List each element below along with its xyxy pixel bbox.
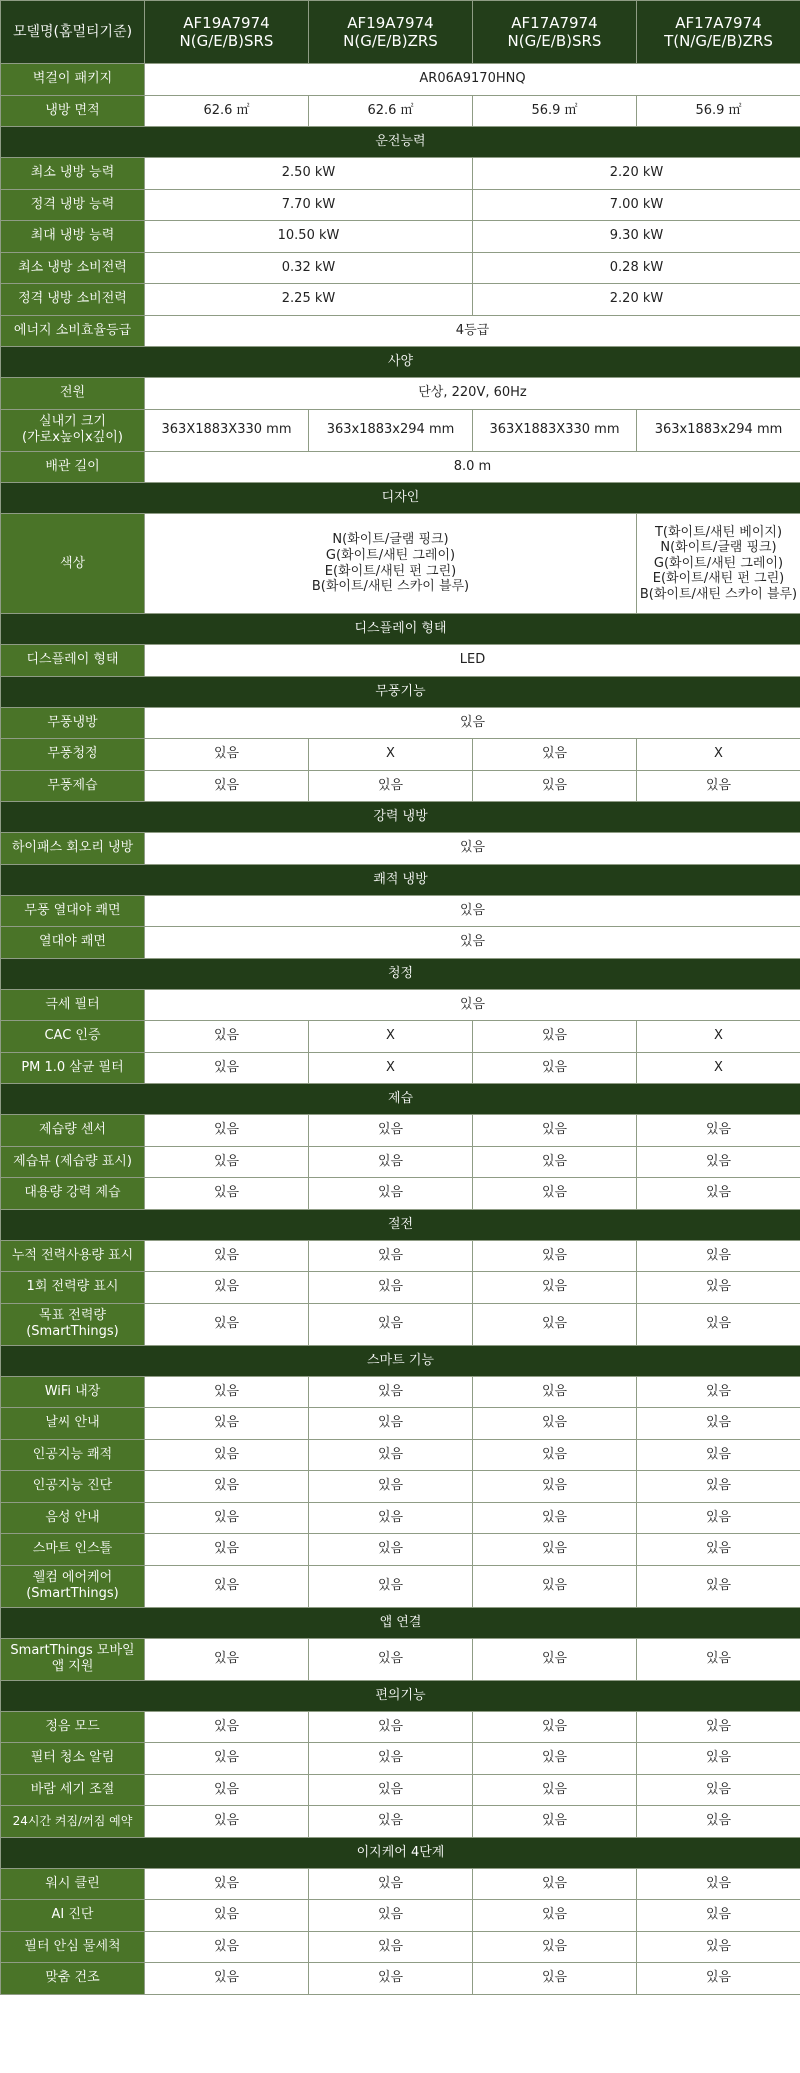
model-code: AF17A7974 T(N/G/E/B)ZRS xyxy=(664,14,773,50)
spec-row xyxy=(1,1774,800,1806)
row-value: 있음 xyxy=(473,1711,637,1743)
row-label: AI 진단 xyxy=(1,1900,145,1932)
row-value: 있음 xyxy=(473,1021,637,1053)
row-value: 있음 xyxy=(473,770,637,802)
row-value: 있음 xyxy=(637,1900,800,1932)
row-value: 0.28 kW xyxy=(473,252,800,284)
row-label: 정격 냉방 능력 xyxy=(1,189,145,221)
spec-row xyxy=(1,252,800,284)
section-title: 디자인 xyxy=(1,483,800,514)
row-value: 있음 xyxy=(145,1303,309,1345)
row-value: 있음 xyxy=(473,1565,637,1607)
row-value: 있음 xyxy=(145,833,800,865)
row-value: 있음 xyxy=(309,1146,473,1178)
row-value: 있음 xyxy=(473,1146,637,1178)
row-value: 있음 xyxy=(145,1408,309,1440)
row-value: 있음 xyxy=(637,1806,800,1838)
spec-row xyxy=(1,409,800,451)
section-title: 쾌적 냉방 xyxy=(1,864,800,895)
package-label: 벽걸이 패키지 xyxy=(1,64,145,96)
header-label: 모델명(홈멀티기준) xyxy=(1,1,145,64)
spec-row xyxy=(1,833,800,865)
row-value: 있음 xyxy=(309,1502,473,1534)
area-row xyxy=(1,95,800,127)
spec-row xyxy=(1,927,800,959)
row-value: 9.30 kW xyxy=(473,221,800,253)
section-title: 이지케어 4단계 xyxy=(1,1837,800,1868)
spec-row xyxy=(1,645,800,677)
row-value: 10.50 kW xyxy=(145,221,473,253)
section-performance xyxy=(1,127,800,158)
row-value: 있음 xyxy=(473,1534,637,1566)
section-title: 사양 xyxy=(1,347,800,378)
row-label: 최대 냉방 능력 xyxy=(1,221,145,253)
row-value: 있음 xyxy=(473,1052,637,1084)
section-title: 절전 xyxy=(1,1209,800,1240)
row-label: 무풍청정 xyxy=(1,739,145,771)
spec-row xyxy=(1,1565,800,1607)
spec-row xyxy=(1,378,800,410)
row-value: 있음 xyxy=(145,1272,309,1304)
row-value: 있음 xyxy=(145,739,309,771)
section-comfort xyxy=(1,864,800,895)
row-value: 있음 xyxy=(309,1806,473,1838)
row-value: 있음 xyxy=(637,770,800,802)
row-label: 바람 세기 조절 xyxy=(1,1774,145,1806)
row-value: 있음 xyxy=(637,1376,800,1408)
area-value: 56.9 ㎡ xyxy=(637,95,800,127)
spec-row xyxy=(1,158,800,190)
row-value: 363X1883X330 mm xyxy=(145,409,309,451)
row-value: 있음 xyxy=(473,1439,637,1471)
row-value: 있음 xyxy=(637,1774,800,1806)
row-value: LED xyxy=(145,645,800,677)
row-label: 누적 전력사용량 표시 xyxy=(1,1240,145,1272)
spec-row xyxy=(1,315,800,347)
row-value: 있음 xyxy=(637,1534,800,1566)
section-title: 청정 xyxy=(1,958,800,989)
row-value: 있음 xyxy=(309,1743,473,1775)
row-value: 있음 xyxy=(309,1963,473,1995)
row-value: 있음 xyxy=(637,1471,800,1503)
row-label-text: 실내기 크기 (가로x높이x깊이) xyxy=(22,414,123,445)
row-label xyxy=(1,1638,145,1680)
row-label: 날씨 안내 xyxy=(1,1408,145,1440)
row-label: 열대야 쾌면 xyxy=(1,927,145,959)
row-value: 있음 xyxy=(145,1178,309,1210)
section-clean xyxy=(1,958,800,989)
row-value: 있음 xyxy=(145,1052,309,1084)
model-code: AF19A7974 N(G/E/B)ZRS xyxy=(343,14,438,50)
row-value: 있음 xyxy=(473,1931,637,1963)
row-value: 있음 xyxy=(473,1774,637,1806)
row-label: 색상 xyxy=(1,514,145,614)
section-title: 앱 연결 xyxy=(1,1607,800,1638)
row-value: 있음 xyxy=(473,739,637,771)
row-value: 2.20 kW xyxy=(473,284,800,316)
row-label: 제습뷰 (제습량 표시) xyxy=(1,1146,145,1178)
area-value: 62.6 ㎡ xyxy=(309,95,473,127)
row-label: 인공지능 쾌적 xyxy=(1,1439,145,1471)
row-label: 최소 냉방 소비전력 xyxy=(1,252,145,284)
row-value: 있음 xyxy=(309,1115,473,1147)
spec-row xyxy=(1,1963,800,1995)
spec-row xyxy=(1,707,800,739)
row-value: 있음 xyxy=(637,1272,800,1304)
row-value: 있음 xyxy=(145,1743,309,1775)
row-value: 363X1883X330 mm xyxy=(473,409,637,451)
row-label-text: 웰컴 에어케어 (SmartThings) xyxy=(26,1570,119,1601)
section-easycare xyxy=(1,1837,800,1868)
row-value: X xyxy=(637,739,800,771)
spec-row xyxy=(1,1638,800,1680)
spec-row xyxy=(1,1471,800,1503)
row-label: PM 1.0 살균 필터 xyxy=(1,1052,145,1084)
section-strong-cooling xyxy=(1,802,800,833)
row-value: 있음 xyxy=(637,1868,800,1900)
row-value: 있음 xyxy=(145,1534,309,1566)
row-value: 있음 xyxy=(473,1376,637,1408)
spec-row xyxy=(1,1115,800,1147)
model-code: AF19A7974 N(G/E/B)SRS xyxy=(179,14,274,50)
row-label: 24시간 켜짐/꺼짐 예약 xyxy=(1,1806,145,1838)
package-value: AR06A9170HNQ xyxy=(145,64,800,96)
package-row xyxy=(1,64,800,96)
row-value: 2.20 kW xyxy=(473,158,800,190)
spec-row xyxy=(1,1021,800,1053)
row-value: 있음 xyxy=(637,1439,800,1471)
row-label: 하이패스 회오리 냉방 xyxy=(1,833,145,865)
row-value: 있음 xyxy=(145,770,309,802)
row-value: 2.50 kW xyxy=(145,158,473,190)
row-label: 에너지 소비효율등급 xyxy=(1,315,145,347)
row-value: X xyxy=(637,1052,800,1084)
section-title: 강력 냉방 xyxy=(1,802,800,833)
row-value: 있음 xyxy=(473,1868,637,1900)
spec-row xyxy=(1,221,800,253)
model-name-4 xyxy=(637,1,800,64)
row-value: 있음 xyxy=(145,1711,309,1743)
row-label: 무풍제습 xyxy=(1,770,145,802)
row-label: 디스플레이 형태 xyxy=(1,645,145,677)
row-value: 있음 xyxy=(309,1565,473,1607)
row-value: 8.0 m xyxy=(145,451,800,483)
row-label: 스마트 인스톨 xyxy=(1,1534,145,1566)
spec-row xyxy=(1,284,800,316)
row-label: 음성 안내 xyxy=(1,1502,145,1534)
row-label: 인공지능 진단 xyxy=(1,1471,145,1503)
row-value: 7.00 kW xyxy=(473,189,800,221)
header-row xyxy=(1,1,800,64)
row-value: X xyxy=(309,1052,473,1084)
row-value: 있음 xyxy=(145,1806,309,1838)
row-value: 있음 xyxy=(473,1408,637,1440)
model-name-1 xyxy=(145,1,309,64)
spec-row xyxy=(1,1743,800,1775)
row-value: 있음 xyxy=(473,1272,637,1304)
row-value: 있음 xyxy=(145,707,800,739)
row-value: 있음 xyxy=(145,1868,309,1900)
row-value: 있음 xyxy=(309,1774,473,1806)
row-value: 있음 xyxy=(637,1963,800,1995)
area-label: 냉방 면적 xyxy=(1,95,145,127)
model-name-2 xyxy=(309,1,473,64)
row-value: 있음 xyxy=(473,1963,637,1995)
row-label: 1회 전력량 표시 xyxy=(1,1272,145,1304)
spec-row xyxy=(1,1502,800,1534)
section-dehumidify xyxy=(1,1084,800,1115)
row-value: 2.25 kW xyxy=(145,284,473,316)
row-value: X xyxy=(637,1021,800,1053)
section-title: 편의기능 xyxy=(1,1680,800,1711)
row-value: 있음 xyxy=(309,1638,473,1680)
row-label: WiFi 내장 xyxy=(1,1376,145,1408)
row-value: 있음 xyxy=(637,1303,800,1345)
row-value: 있음 xyxy=(145,895,800,927)
section-windless xyxy=(1,676,800,707)
spec-row xyxy=(1,1868,800,1900)
row-value: 있음 xyxy=(473,1638,637,1680)
section-smart xyxy=(1,1345,800,1376)
section-title: 제습 xyxy=(1,1084,800,1115)
row-value: 7.70 kW xyxy=(145,189,473,221)
row-label: 정음 모드 xyxy=(1,1711,145,1743)
row-value: 있음 xyxy=(309,1376,473,1408)
section-convenience xyxy=(1,1680,800,1711)
row-value: 있음 xyxy=(309,1931,473,1963)
row-label: 무풍 열대야 쾌면 xyxy=(1,895,145,927)
spec-row xyxy=(1,1272,800,1304)
row-value: 있음 xyxy=(637,1743,800,1775)
row-label: 제습량 센서 xyxy=(1,1115,145,1147)
row-label-text: 목표 전력량 (SmartThings) xyxy=(26,1308,119,1339)
row-label: 워시 클린 xyxy=(1,1868,145,1900)
row-value: 있음 xyxy=(473,1743,637,1775)
row-value: 있음 xyxy=(473,1502,637,1534)
row-label xyxy=(1,1565,145,1607)
area-value: 56.9 ㎡ xyxy=(473,95,637,127)
row-value: 있음 xyxy=(145,1115,309,1147)
row-value: 있음 xyxy=(473,1806,637,1838)
row-value: 있음 xyxy=(637,1408,800,1440)
spec-row xyxy=(1,770,800,802)
row-label: 무풍냉방 xyxy=(1,707,145,739)
row-value: 있음 xyxy=(145,927,800,959)
row-value: 있음 xyxy=(473,1471,637,1503)
row-value: 있음 xyxy=(309,1272,473,1304)
model-code: AF17A7974 N(G/E/B)SRS xyxy=(507,14,602,50)
row-value: 있음 xyxy=(309,1868,473,1900)
row-label: 극세 필터 xyxy=(1,989,145,1021)
row-value: 있음 xyxy=(145,1146,309,1178)
row-value: 있음 xyxy=(309,1408,473,1440)
spec-row xyxy=(1,1240,800,1272)
row-label: 정격 냉방 소비전력 xyxy=(1,284,145,316)
spec-row xyxy=(1,1439,800,1471)
row-value: X xyxy=(309,1021,473,1053)
row-value: 단상, 220V, 60Hz xyxy=(145,378,800,410)
row-value: 있음 xyxy=(145,1565,309,1607)
row-value: X xyxy=(309,739,473,771)
spec-row xyxy=(1,1376,800,1408)
spec-row xyxy=(1,895,800,927)
spec-row xyxy=(1,1303,800,1345)
model-name-3 xyxy=(473,1,637,64)
spec-row xyxy=(1,1052,800,1084)
row-value: 있음 xyxy=(309,1534,473,1566)
section-saving xyxy=(1,1209,800,1240)
row-value: 있음 xyxy=(145,1240,309,1272)
row-value: 있음 xyxy=(145,1376,309,1408)
row-value: 있음 xyxy=(637,1711,800,1743)
row-value: 있음 xyxy=(473,1240,637,1272)
row-value: 있음 xyxy=(145,1471,309,1503)
spec-row xyxy=(1,1806,800,1838)
row-value: 있음 xyxy=(309,1900,473,1932)
color-list-text: N(화이트/글램 핑크) G(화이트/새틴 그레이) E(화이트/새틴 펀 그린) B(화이트/새틴 스카이 블루) xyxy=(311,532,470,595)
row-value: 있음 xyxy=(145,1638,309,1680)
row-value: 있음 xyxy=(637,1240,800,1272)
spec-row xyxy=(1,989,800,1021)
row-label: 전원 xyxy=(1,378,145,410)
color-list-text: T(화이트/새틴 베이지) N(화이트/글램 핑크) G(화이트/새틴 그레이) E(화이트/새틴 펀 그린) B(화이트/새틴 스카이 블루) xyxy=(639,524,798,602)
row-value: 있음 xyxy=(145,1900,309,1932)
row-value: 있음 xyxy=(309,1178,473,1210)
row-value: 있음 xyxy=(309,1471,473,1503)
row-label: 배관 길이 xyxy=(1,451,145,483)
row-value: 있음 xyxy=(637,1115,800,1147)
spec-row xyxy=(1,1178,800,1210)
section-spec xyxy=(1,347,800,378)
row-value: 있음 xyxy=(309,1303,473,1345)
row-value: 있음 xyxy=(473,1900,637,1932)
row-value: 있음 xyxy=(637,1178,800,1210)
row-value: 있음 xyxy=(145,1502,309,1534)
row-label xyxy=(1,409,145,451)
row-value: 363x1883x294 mm xyxy=(637,409,800,451)
row-value: 있음 xyxy=(145,1021,309,1053)
spec-row xyxy=(1,1931,800,1963)
row-value: 있음 xyxy=(309,1439,473,1471)
section-title: 무풍기능 xyxy=(1,676,800,707)
row-value: 있음 xyxy=(637,1146,800,1178)
row-value: 0.32 kW xyxy=(145,252,473,284)
row-value: 있음 xyxy=(145,989,800,1021)
color-options xyxy=(637,514,800,614)
row-value: 있음 xyxy=(473,1178,637,1210)
row-value: 있음 xyxy=(145,1931,309,1963)
row-label xyxy=(1,1303,145,1345)
spec-row xyxy=(1,189,800,221)
section-design xyxy=(1,483,800,514)
section-display xyxy=(1,614,800,645)
color-options xyxy=(145,514,637,614)
spec-row xyxy=(1,739,800,771)
row-value: 있음 xyxy=(637,1931,800,1963)
row-value: 있음 xyxy=(309,1711,473,1743)
spec-row xyxy=(1,1408,800,1440)
row-value: 있음 xyxy=(309,1240,473,1272)
section-app xyxy=(1,1607,800,1638)
section-title: 운전능력 xyxy=(1,127,800,158)
row-value: 있음 xyxy=(473,1303,637,1345)
row-label: 맞춤 건조 xyxy=(1,1963,145,1995)
row-value: 있음 xyxy=(145,1439,309,1471)
section-title: 스마트 기능 xyxy=(1,1345,800,1376)
spec-row xyxy=(1,1146,800,1178)
spec-row xyxy=(1,1711,800,1743)
row-value: 있음 xyxy=(637,1565,800,1607)
spec-row xyxy=(1,1900,800,1932)
section-title: 디스플레이 형태 xyxy=(1,614,800,645)
row-label: 최소 냉방 능력 xyxy=(1,158,145,190)
row-value: 있음 xyxy=(473,1115,637,1147)
area-value: 62.6 ㎡ xyxy=(145,95,309,127)
spec-row xyxy=(1,514,800,614)
row-value: 363x1883x294 mm xyxy=(309,409,473,451)
row-label-text: SmartThings 모바일 앱 지원 xyxy=(10,1643,135,1674)
row-value: 있음 xyxy=(637,1638,800,1680)
row-value: 4등급 xyxy=(145,315,800,347)
row-label: 대용량 강력 제습 xyxy=(1,1178,145,1210)
row-value: 있음 xyxy=(309,770,473,802)
spec-row xyxy=(1,451,800,483)
row-value: 있음 xyxy=(145,1963,309,1995)
row-label: 필터 안심 물세척 xyxy=(1,1931,145,1963)
row-value: 있음 xyxy=(145,1774,309,1806)
spec-row xyxy=(1,1534,800,1566)
row-label: 필터 청소 알림 xyxy=(1,1743,145,1775)
row-value: 있음 xyxy=(637,1502,800,1534)
row-label: CAC 인증 xyxy=(1,1021,145,1053)
